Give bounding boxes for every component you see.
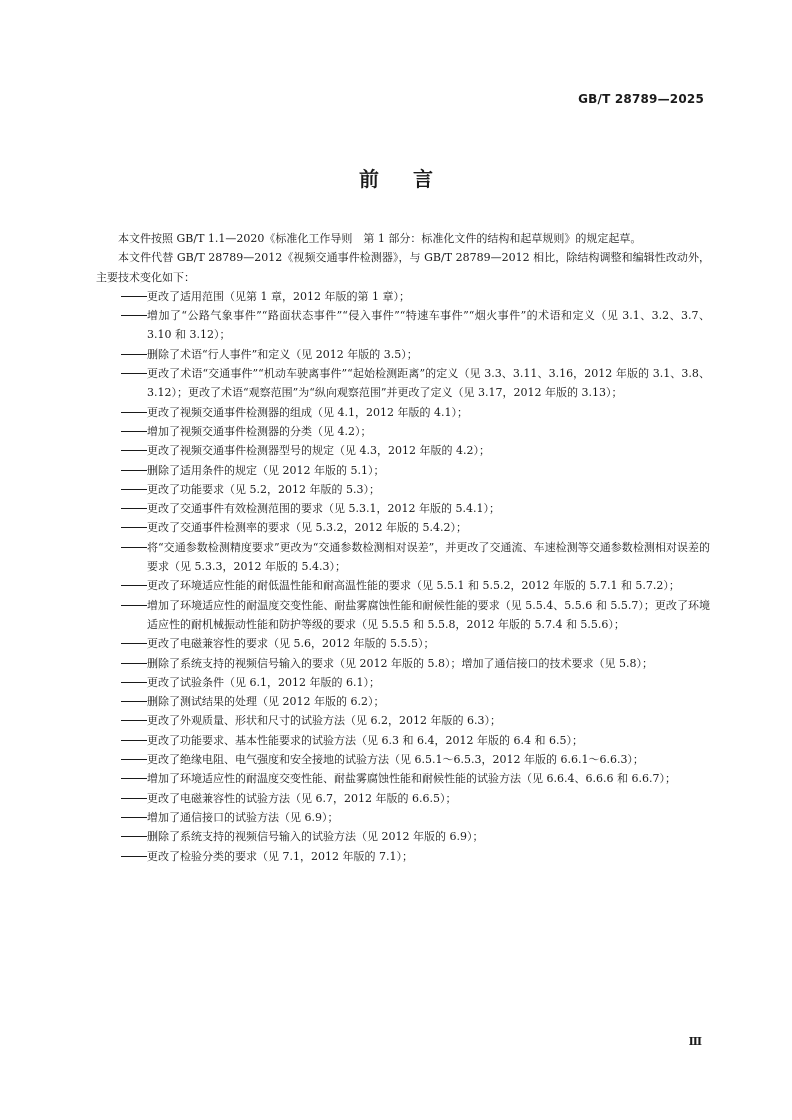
change-item <box>96 654 710 673</box>
em-dash-marker <box>121 412 147 413</box>
change-item <box>96 403 710 422</box>
change-item <box>96 827 710 846</box>
change-item-text: 增加了环境适应性的耐温度交变性能、耐盐雾腐蚀性能和耐候性能的要求（见 5.5.4、5.5.6 和 5.5.7）；更改了环境适应性的耐机械振动性能和防护等级的要求（见 5.5.5 和 5.5.8，2012 年版的 5.7.4 和 5.5.6）； <box>147 598 710 631</box>
em-dash-marker <box>121 431 147 432</box>
change-item-text: 更改了绝缘电阻、电气强度和安全接地的试验方法（见 6.5.1～6.5.3，2012 年版的 6.6.1～6.6.3）； <box>147 753 644 767</box>
change-item-text: 更改了交通事件检测率的要求（见 5.3.2，2012 年版的 5.4.2）； <box>147 521 467 535</box>
change-item-text: 更改了外观质量、形状和尺寸的试验方法（见 6.2，2012 年版的 6.3）； <box>147 714 501 728</box>
change-item <box>96 692 710 711</box>
em-dash-marker <box>121 315 147 316</box>
em-dash-marker <box>121 547 147 548</box>
em-dash-marker <box>121 296 147 297</box>
change-item-text: 增加了视频交通事件检测器的分类（见 4.2）； <box>147 424 372 438</box>
em-dash-marker <box>121 643 147 644</box>
change-item <box>96 634 710 653</box>
em-dash-marker <box>121 817 147 818</box>
change-item <box>96 711 710 730</box>
change-item <box>96 789 710 808</box>
em-dash-marker <box>121 508 147 509</box>
intro-paragraph: 本文件按照 GB/T 1.1—2020《标准化工作导则 第 1 部分：标准化文件的结构和起草规则》的规定起草。 <box>118 232 642 245</box>
change-item <box>96 750 710 769</box>
standard-code: GB/T 28789—2025 <box>578 92 704 106</box>
change-item <box>96 538 710 577</box>
change-item-text: 更改了视频交通事件检测器型号的规定（见 4.3，2012 年版的 4.2）； <box>147 444 490 458</box>
change-item-text: 更改了试验条件（见 6.1，2012 年版的 6.1）； <box>147 675 380 689</box>
change-item <box>96 673 710 692</box>
change-item-text: 增加了环境适应性的耐温度交变性能、耐盐雾腐蚀性能和耐候性能的试验方法（见 6.6.4、6.6.6 和 6.6.7）； <box>147 772 676 786</box>
change-item-text: 更改了交通事件有效检测范围的要求（见 5.3.1，2012 年版的 5.4.1）； <box>147 502 500 516</box>
change-item <box>96 422 710 441</box>
change-item <box>96 596 710 635</box>
em-dash-marker <box>121 720 147 721</box>
em-dash-marker <box>121 450 147 451</box>
change-item-text: 更改了检验分类的要求（见 7.1，2012 年版的 7.1）； <box>147 849 413 863</box>
change-item-text: 增加了“公路气象事件”“路面状态事件”“侵入事件”“特速车事件”“烟火事件”的术语和定义（见 3.1、3.2、3.7、3.10 和 3.12）； <box>147 309 710 342</box>
em-dash-marker <box>121 856 147 857</box>
page-number: Ⅲ <box>688 1035 702 1048</box>
change-item <box>96 808 710 827</box>
change-item-text: 删除了适用条件的规定（见 2012 年版的 5.1）； <box>147 463 385 477</box>
change-item-text: 更改了电磁兼容性的试验方法（见 6.7，2012 年版的 6.6.5）； <box>147 791 457 805</box>
em-dash-marker <box>121 489 147 490</box>
change-item <box>96 306 710 345</box>
em-dash-marker <box>121 373 147 374</box>
change-item-text: 将“交通参数检测精度要求”更改为“交通参数检测相对误差”，并更改了交通流、车速检测等交通参数检测相对误差的要求（见 5.3.3，2012 年版的 5.4.3）； <box>147 540 710 574</box>
em-dash-marker <box>121 663 147 664</box>
change-item-text: 更改了电磁兼容性的要求（见 5.6，2012 年版的 5.5.5）； <box>147 637 435 651</box>
change-item <box>96 518 710 537</box>
change-item <box>96 576 710 595</box>
change-item-text: 删除了测试结果的处理（见 2012 年版的 6.2）； <box>147 695 385 709</box>
em-dash-marker <box>121 605 147 606</box>
em-dash-marker <box>121 836 147 837</box>
intro-paragraph: 本文件代替 GB/T 28789—2012《视频交通事件检测器》，与 GB/T 28789—2012 相比，除结构调整和编辑性改动外，主要技术变化如下： <box>96 251 710 284</box>
change-item-text: 更改了术语“交通事件”“机动车驶离事件”“起始检测距离”的定义（见 3.3、3.11、3.16，2012 年版的 3.1、3.8、3.12）；更改了术语“观察范围”为“纵向观察范围”并更改了定义（见 3.17，2012 年版的 3.13）； <box>147 367 710 400</box>
change-item-text: 删除了系统支持的视频信号输入的试验方法（见 2012 年版的 6.9）； <box>147 830 484 844</box>
change-item-text: 更改了功能要求（见 5.2，2012 年版的 5.3）； <box>147 482 380 496</box>
changes-list <box>96 287 710 866</box>
change-item-text: 删除了系统支持的视频信号输入的要求（见 2012 年版的 5.8）；增加了通信接口的技术要求（见 5.8）； <box>147 656 653 670</box>
change-item-text: 更改了功能要求、基本性能要求的试验方法（见 6.3 和 6.4，2012 年版的 6.4 和 6.5）； <box>147 733 583 747</box>
change-item <box>96 847 710 866</box>
em-dash-marker <box>121 527 147 528</box>
change-item <box>96 364 710 403</box>
em-dash-marker <box>121 778 147 779</box>
em-dash-marker <box>121 354 147 355</box>
page-title: 前言 <box>359 167 467 191</box>
em-dash-marker <box>121 759 147 760</box>
change-item <box>96 441 710 460</box>
change-item <box>96 480 710 499</box>
em-dash-marker <box>121 470 147 471</box>
change-item <box>96 499 710 518</box>
document-body <box>96 229 710 866</box>
em-dash-marker <box>121 798 147 799</box>
change-item-text: 增加了通信接口的试验方法（见 6.9）； <box>147 810 339 824</box>
change-item <box>96 769 710 788</box>
em-dash-marker <box>121 740 147 741</box>
change-item-text: 更改了视频交通事件检测器的组成（见 4.1，2012 年版的 4.1）； <box>147 405 468 419</box>
change-item <box>96 731 710 750</box>
change-item-text: 删除了术语“行人事件”和定义（见 2012 年版的 3.5）； <box>147 347 418 361</box>
em-dash-marker <box>121 701 147 702</box>
em-dash-marker <box>121 585 147 586</box>
change-item-text: 更改了适用范围（见第 1 章，2012 年版的第 1 章）； <box>147 289 410 303</box>
em-dash-marker <box>121 682 147 683</box>
change-item <box>96 345 710 364</box>
change-item-text: 更改了环境适应性能的耐低温性能和耐高温性能的要求（见 5.5.1 和 5.5.2，2012 年版的 5.7.1 和 5.7.2）； <box>147 579 680 593</box>
change-item <box>96 461 710 480</box>
change-item <box>96 287 710 306</box>
